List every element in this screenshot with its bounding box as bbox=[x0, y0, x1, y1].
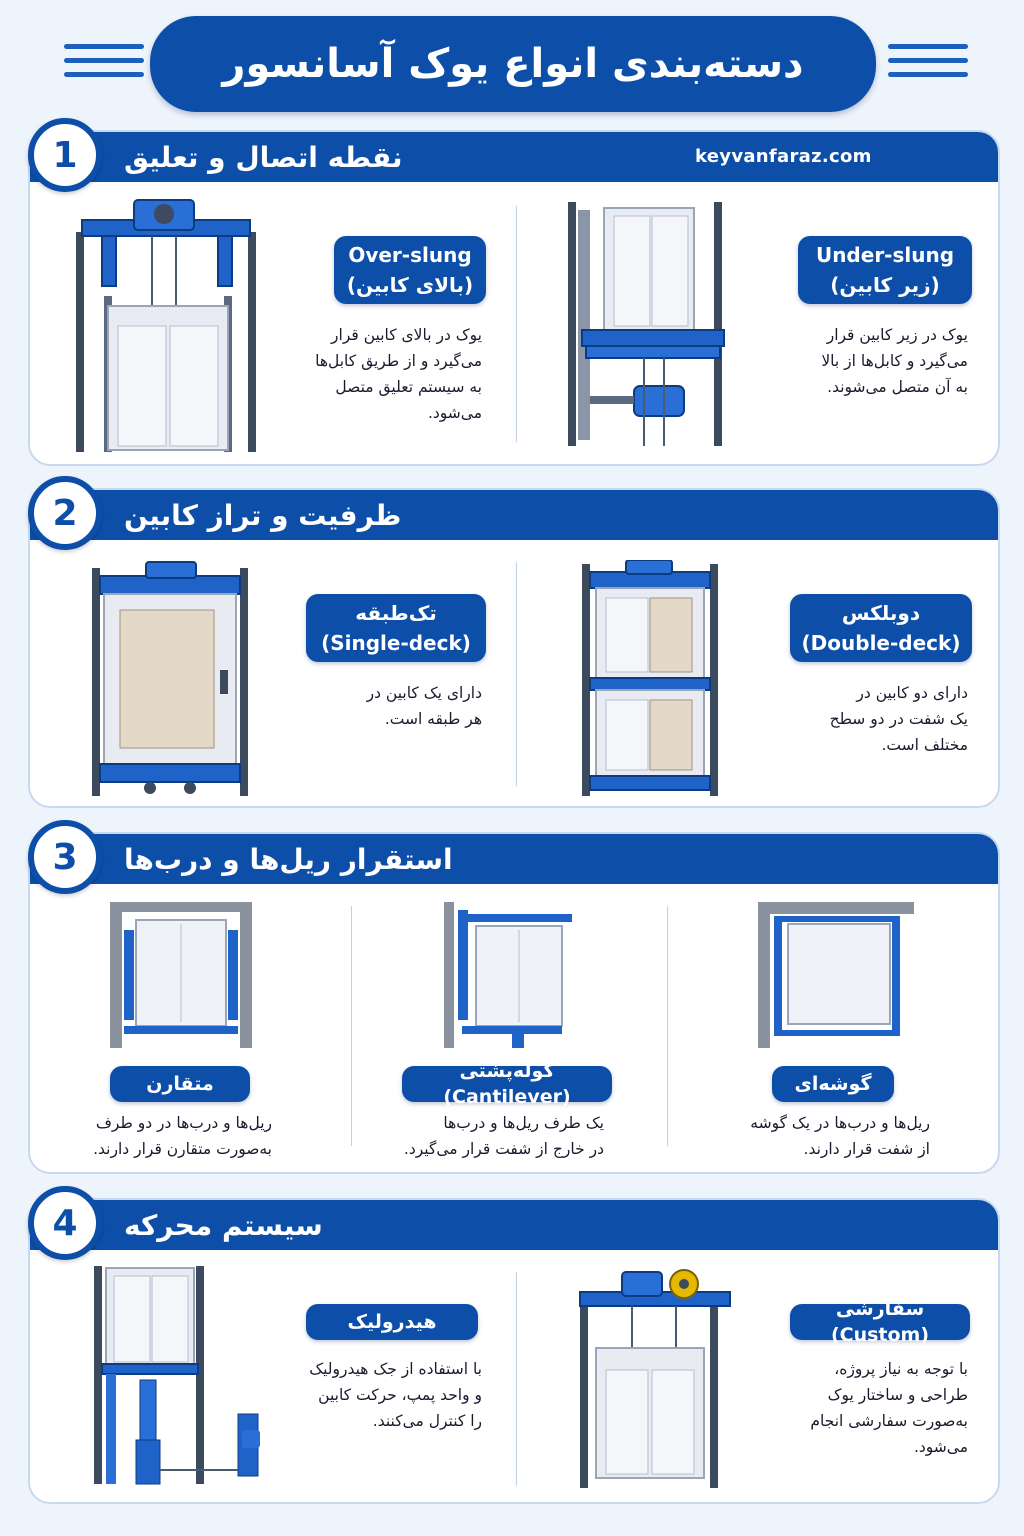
section-number-badge: 2 bbox=[28, 476, 102, 550]
label-text: سفارشی (Custom) bbox=[830, 1298, 930, 1346]
label-line-1: دوبلکس bbox=[841, 601, 921, 625]
hydraulic-description: با استفاده از جک هیدرولیک و واحد پمپ، حرکت کابین را کنترل می‌کنند. bbox=[309, 1360, 482, 1430]
under-slung-description: یوک در زیر کابین قرار می‌گیرد و کابل‌ها از بالا به آن متصل می‌شوند. bbox=[821, 326, 968, 396]
cantilever-description: یک طرف ریل‌ها و درب‌ها در خارج از شفت قرار می‌گیرد. bbox=[403, 1114, 604, 1158]
label-line-1: Over-slung bbox=[348, 243, 472, 267]
custom-label bbox=[790, 1298, 970, 1346]
under-slung-label bbox=[798, 236, 972, 304]
under-slung-elevator-illustration bbox=[564, 200, 744, 450]
custom-description: با توجه به نیاز پروژه، طراحی و ساختار یوک به‌صورت سفارشی انجام می‌شود. bbox=[810, 1360, 968, 1456]
symmetric-layout-illustration bbox=[108, 900, 254, 1050]
label-line-1: Under-slung bbox=[815, 243, 955, 267]
column-divider bbox=[667, 906, 668, 1146]
over-slung-description: یوک در بالای کابین قرار می‌گیرد و از طریق کابل‌ها به سیستم تعلیق متصل می‌شود. bbox=[315, 326, 482, 422]
corner-layout-illustration bbox=[756, 900, 916, 1050]
symmetric-description: ریل‌ها و درب‌ها در دو طرف به‌صورت متقارن قرار دارند. bbox=[93, 1114, 272, 1158]
over-slung-label bbox=[334, 236, 486, 304]
corner-label bbox=[772, 1066, 894, 1102]
label-line-2: (زیر کابین) bbox=[830, 273, 940, 297]
column-divider bbox=[516, 562, 517, 786]
custom-elevator-illustration bbox=[576, 1268, 756, 1490]
cantilever-label bbox=[402, 1060, 612, 1108]
cantilever-layout-illustration bbox=[442, 900, 578, 1050]
column-divider bbox=[516, 206, 517, 442]
section-number-badge: 4 bbox=[28, 1186, 102, 1260]
page-title-text: دسته‌بندی انواع یوک آسانسور bbox=[222, 41, 804, 87]
section-title: نقطه اتصال و تعلیق bbox=[124, 140, 403, 174]
double-deck-description: دارای دو کابین در یک شفت در دو سطح مختلف است. bbox=[829, 684, 968, 754]
label-text: کوله‌پشتی (Cantilever) bbox=[443, 1060, 571, 1108]
section-title: استقرار ریل‌ها و درب‌ها bbox=[124, 842, 453, 876]
section-suspension bbox=[28, 130, 1000, 466]
label-line-1: تک‌طبقه bbox=[355, 601, 437, 625]
label-line-2: (بالای کابین) bbox=[346, 273, 474, 297]
column-divider bbox=[351, 906, 352, 1146]
section-title: ظرفیت و تراز کابین bbox=[124, 498, 402, 532]
symmetric-label bbox=[110, 1066, 250, 1102]
label-line-2: (Double-deck) bbox=[801, 631, 961, 655]
hydraulic-elevator-illustration bbox=[92, 1264, 262, 1486]
label-line-2: (Single-deck) bbox=[321, 631, 471, 655]
left-decoration-lines bbox=[64, 44, 144, 84]
single-deck-description: دارای یک کابین در هر طبقه است. bbox=[366, 684, 482, 728]
column-divider bbox=[516, 1272, 517, 1486]
section-capacity bbox=[28, 488, 1000, 808]
single-deck-label bbox=[306, 594, 486, 662]
over-slung-elevator-illustration bbox=[72, 196, 262, 456]
section-drive-system bbox=[28, 1198, 1000, 1504]
label-text: متقارن bbox=[146, 1073, 214, 1095]
section-title: سیستم محرکه bbox=[124, 1208, 323, 1242]
double-deck-elevator-illustration bbox=[580, 560, 720, 800]
single-deck-elevator-illustration bbox=[90, 560, 250, 800]
double-deck-label bbox=[790, 594, 972, 662]
section-rail-layout bbox=[28, 832, 1000, 1174]
label-text: گوشه‌ای bbox=[794, 1073, 872, 1095]
label-text: هیدرولیک bbox=[347, 1311, 437, 1333]
website-url: keyvanfaraz.com bbox=[695, 146, 872, 167]
right-decoration-lines bbox=[888, 44, 968, 84]
section-number-badge: 1 bbox=[28, 118, 102, 192]
section-number-badge: 3 bbox=[28, 820, 102, 894]
corner-description: ریل‌ها و درب‌ها در یک گوشه از شفت قرار دارند. bbox=[750, 1114, 930, 1158]
hydraulic-label bbox=[306, 1304, 478, 1340]
page-title bbox=[150, 16, 876, 112]
